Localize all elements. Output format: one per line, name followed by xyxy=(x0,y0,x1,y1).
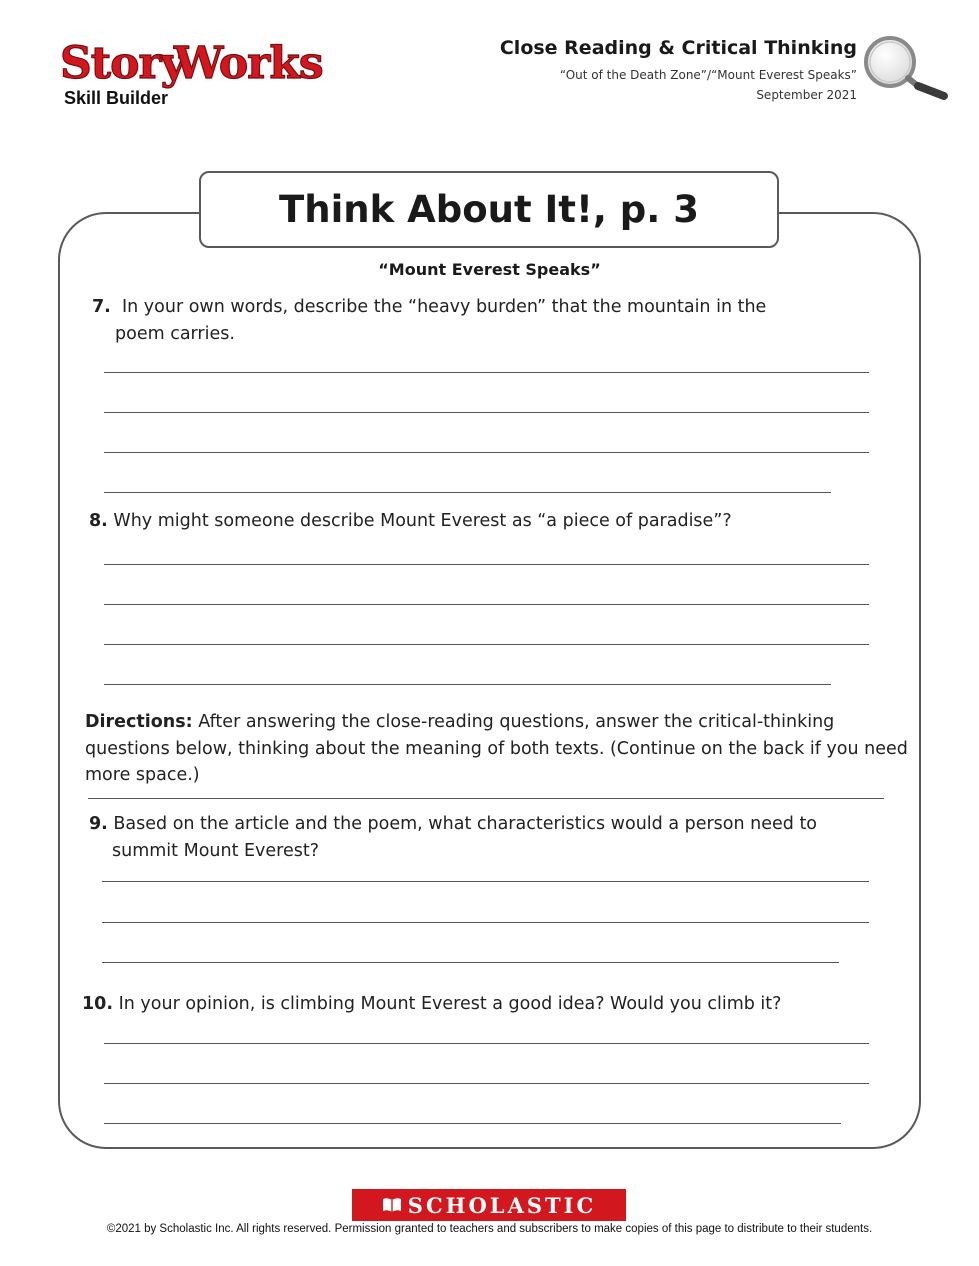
directions-text: After answering the close-reading questions, answer the critical-thinking questions below, thinking about the meaning of both texts. (Continue on the back if you need more space.) xyxy=(85,712,908,785)
scholastic-wordmark: SCHOLASTIC xyxy=(407,1192,597,1218)
question-number: 7. xyxy=(92,297,111,317)
question-text: In your own words, describe the “heavy burden” that the mountain in the xyxy=(121,297,767,317)
question-10 xyxy=(82,991,902,1018)
question-text: Why might someone describe Mount Everest as “a piece of paradise”? xyxy=(113,511,732,531)
storyworks-logo xyxy=(58,30,323,89)
header-date: September 2021 xyxy=(756,88,857,102)
answer-line[interactable] xyxy=(104,412,869,413)
answer-line[interactable] xyxy=(104,564,869,565)
header-title: Close Reading & Critical Thinking xyxy=(499,37,857,59)
header-articles: “Out of the Death Zone”/“Mount Everest Speaks” xyxy=(559,68,857,82)
skill-builder-label: Skill Builder xyxy=(64,88,169,108)
question-9 xyxy=(89,811,899,865)
directions xyxy=(85,709,915,789)
answer-line[interactable] xyxy=(104,684,831,685)
answer-line[interactable] xyxy=(104,1083,869,1084)
question-text: In your opinion, is climbing Mount Everest a good idea? Would you climb it? xyxy=(118,994,782,1014)
answer-line[interactable] xyxy=(102,881,869,882)
question-number: 9. xyxy=(89,814,108,834)
book-icon xyxy=(382,1197,402,1213)
page-title: Think About It!, p. 3 xyxy=(279,188,699,231)
question-8 xyxy=(89,508,889,535)
answer-line[interactable] xyxy=(104,452,869,453)
directions-divider xyxy=(88,798,884,799)
magnifying-glass-icon xyxy=(860,34,950,100)
answer-line[interactable] xyxy=(104,1043,869,1044)
scholastic-logo xyxy=(352,1189,626,1221)
answer-line[interactable] xyxy=(102,922,869,923)
question-number: 10. xyxy=(82,994,114,1014)
directions-label: Directions: xyxy=(85,712,193,732)
answer-line[interactable] xyxy=(104,604,869,605)
question-7 xyxy=(92,294,892,348)
answer-line[interactable] xyxy=(104,492,831,493)
svg-text:Story: Story xyxy=(60,38,186,89)
answer-line[interactable] xyxy=(104,372,869,373)
question-number: 8. xyxy=(89,511,108,531)
svg-text:Works: Works xyxy=(174,38,323,89)
answer-line[interactable] xyxy=(104,1123,841,1124)
answer-line[interactable] xyxy=(104,644,869,645)
question-text-cont: summit Mount Everest? xyxy=(112,841,320,861)
page-title-box xyxy=(199,171,779,248)
question-text: Based on the article and the poem, what characteristics would a person need to xyxy=(113,814,818,834)
section-heading: “Mount Everest Speaks” xyxy=(378,260,601,279)
question-text-cont: poem carries. xyxy=(115,324,235,344)
copyright-notice: ©2021 by Scholastic Inc. All rights reserved. Permission granted to teachers and subscribers to make copies of this page to distribute to their students. xyxy=(106,1223,873,1235)
answer-line[interactable] xyxy=(102,962,839,963)
